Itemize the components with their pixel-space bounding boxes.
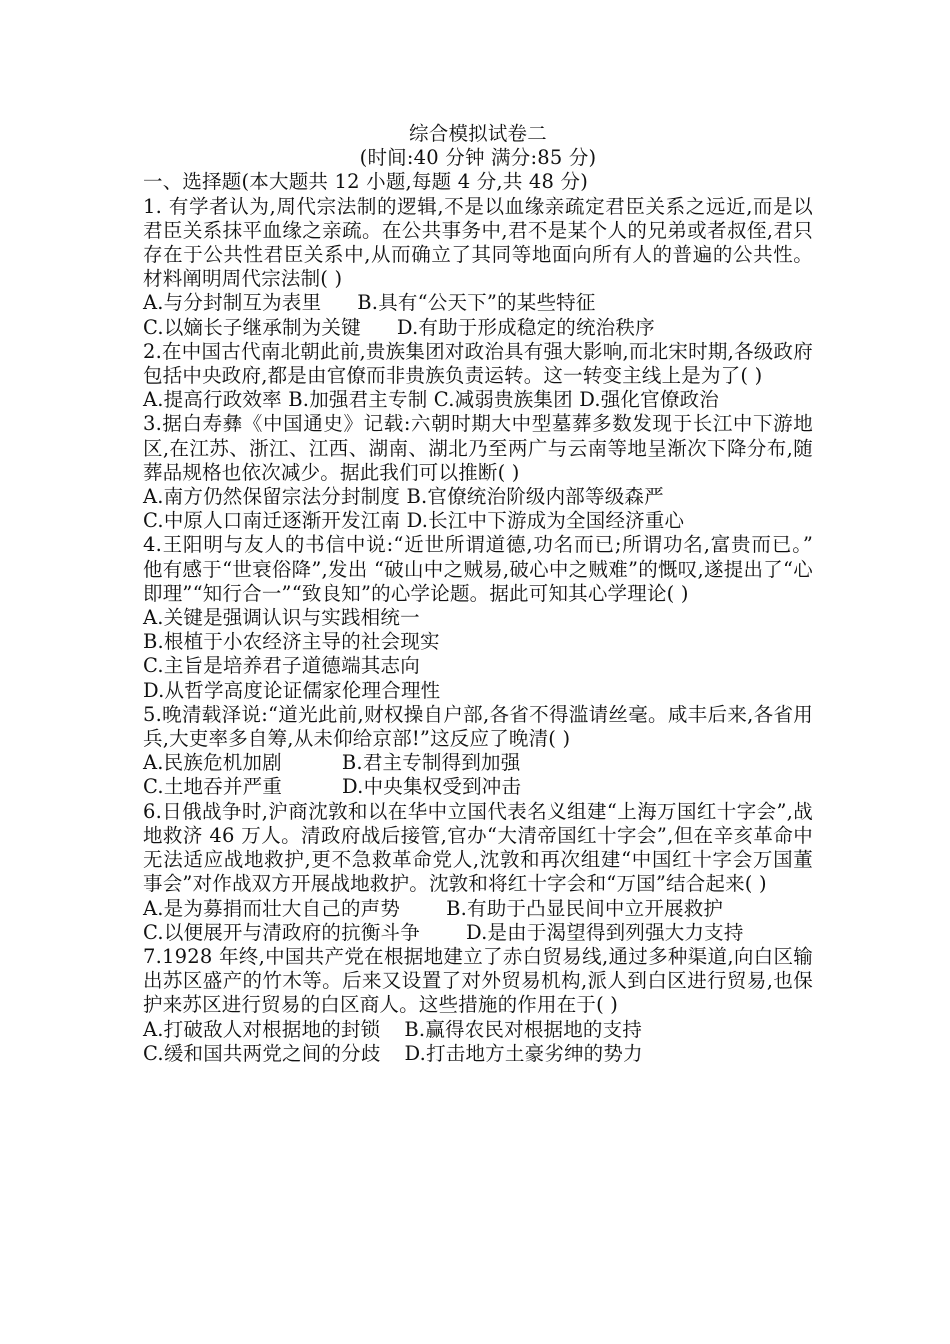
question-stem: 2.在中国古代南北朝此前,贵族集团对政治具有强大影响,而北宋时期,各级政府包括中央政府,都是由官僚而非贵族负责运转。这一转变主线上是为了( ) — [143, 339, 813, 388]
answer-option[interactable]: D.是由于渴望得到列强大力支持 — [465, 920, 744, 944]
answer-option[interactable]: C.以嫡长子继承制为关键 — [143, 315, 361, 339]
question-stem: 4.王阳明与友人的书信中说:“近世所谓道德,功名而已;所谓功名,富贵而已。” 他有感于“世衰俗降”,发出 “破山中之贼易,破心中之贼难”的慨叹,遂提出了“心即理”“知行合一”“致良知”的心学论题。据此可知其心学理论( ) — [143, 533, 813, 605]
answer-option[interactable]: B.根植于小农经济主导的社会现实 — [143, 630, 440, 654]
section-heading: 一、选择题(本大题共 12 小题,每题 4 分,共 48 分) — [143, 170, 589, 194]
question-3 — [143, 412, 813, 533]
question-5 — [143, 703, 813, 800]
option-row — [143, 775, 813, 799]
option-row — [143, 388, 813, 412]
option-row — [143, 291, 813, 315]
answer-option[interactable]: D.从哲学高度论证儒家伦理合理性 — [143, 678, 441, 702]
answer-option[interactable]: C.缓和国共两党之间的分歧 — [143, 1041, 381, 1065]
answer-option[interactable]: C.中原人口南迁逐渐开发江南 D.长江中下游成为全国经济重心 — [143, 509, 685, 533]
exam-title: 综合模拟试卷二 — [409, 122, 547, 145]
answer-option[interactable]: A.南方仍然保留宗法分封制度 B.官僚统治阶级内部等级森严 — [143, 485, 664, 509]
option-row — [143, 921, 813, 945]
answer-option[interactable]: D.中央集权受到冲击 — [342, 775, 522, 799]
option-row — [143, 630, 813, 654]
answer-option[interactable]: B.君主专制得到加强 — [341, 751, 521, 775]
exam-page — [143, 122, 813, 1066]
question-stem: 3.据白寿彝《中国通史》记载:六朝时期大中型墓葬多数发现于长江中下游地区,在江苏、浙江、江西、湖南、湖北乃至两广与云南等地呈渐次下降分布,随葬品规格也依次减少。据此我们可以推断( ) — [143, 412, 813, 484]
question-4 — [143, 533, 813, 702]
option-row — [143, 654, 813, 678]
option-row — [143, 679, 813, 703]
option-row — [143, 1042, 813, 1066]
option-row — [143, 897, 813, 921]
question-stem: 7.1928 年终,中国共产党在根据地建立了赤白贸易线,通过多种渠道,向白区输出苏区盛产的竹木等。后来又设置了对外贸易机构,派人到白区进行贸易,也保护来苏区进行贸易的白区商人。这些措施的作用在于( ) — [143, 944, 813, 1017]
answer-option[interactable]: B.有助于凸显民间中立开展救护 — [446, 896, 724, 920]
answer-option[interactable]: B.赢得农民对根据地的支持 — [404, 1017, 643, 1041]
answer-option[interactable]: C.土地吞并严重 — [143, 775, 283, 799]
answer-option[interactable]: B.具有“公天下”的某些特征 — [357, 291, 596, 315]
option-row — [143, 485, 813, 509]
answer-option[interactable]: D.有助于形成稳定的统治秩序 — [396, 315, 655, 339]
answer-option[interactable]: A.民族危机加剧 — [143, 751, 282, 775]
option-row — [143, 1018, 813, 1042]
answer-option[interactable]: C.以便展开与清政府的抗衡斗争 — [143, 920, 420, 944]
answer-option[interactable]: A.打破敌人对根据地的封锁 — [143, 1017, 381, 1041]
question-2 — [143, 340, 813, 413]
option-row — [143, 316, 813, 340]
question-stem: 6.日俄战争时,沪商沈敦和以在华中立国代表名义组建“上海万国红十字会”,战地救济 46 万人。清政府战后接管,官办“大清帝国红十字会”,但在辛亥革命中无法适应战地救护,更不急救革命党人,沈敦和再次组建“中国红十字会万国董事会”对作战双方开展战地救护。沈敦和将红十字会和“万国”结合起来( ) — [143, 799, 813, 896]
question-stem: 5.晚清载泽说:“道光此前,财权操自户部,各省不得滥请丝毫。咸丰后来,各省用兵,大吏率多自筹,从未仰给京部!”这反应了晚清( ) — [143, 702, 813, 751]
answer-option[interactable]: A.是为募捐而壮大自己的声势 — [143, 896, 401, 920]
question-1 — [143, 195, 813, 340]
answer-option[interactable]: A.提高行政效率 B.加强君主专制 C.减弱贵族集团 D.强化官僚政治 — [143, 388, 719, 412]
answer-option[interactable]: A.关键是强调认识与实践相统一 — [143, 606, 420, 630]
question-6 — [143, 800, 813, 945]
exam-subtitle: (时间:40 分钟 满分:85 分) — [359, 146, 597, 170]
question-7 — [143, 945, 813, 1066]
question-list — [143, 195, 813, 1066]
answer-option[interactable]: D.打击地方土豪劣绅的势力 — [404, 1041, 643, 1065]
option-row — [143, 606, 813, 630]
answer-option[interactable]: A.与分封制互为表里 — [143, 291, 322, 315]
option-row — [143, 509, 813, 533]
answer-option[interactable]: C.主旨是培养君子道德端其志向 — [143, 654, 420, 678]
option-row — [143, 751, 813, 775]
question-stem: 1. 有学者认为,周代宗法制的逻辑,不是以血缘亲疏定君臣关系之远近,而是以君臣关系抹平血缘之亲疏。在公共事务中,君不是某个人的兄弟或者叔侄,君只存在于公共性君臣关系中,从而确立了其同等地面向所有人的普遍的公共性。材料阐明周代宗法制( ) — [143, 194, 813, 291]
